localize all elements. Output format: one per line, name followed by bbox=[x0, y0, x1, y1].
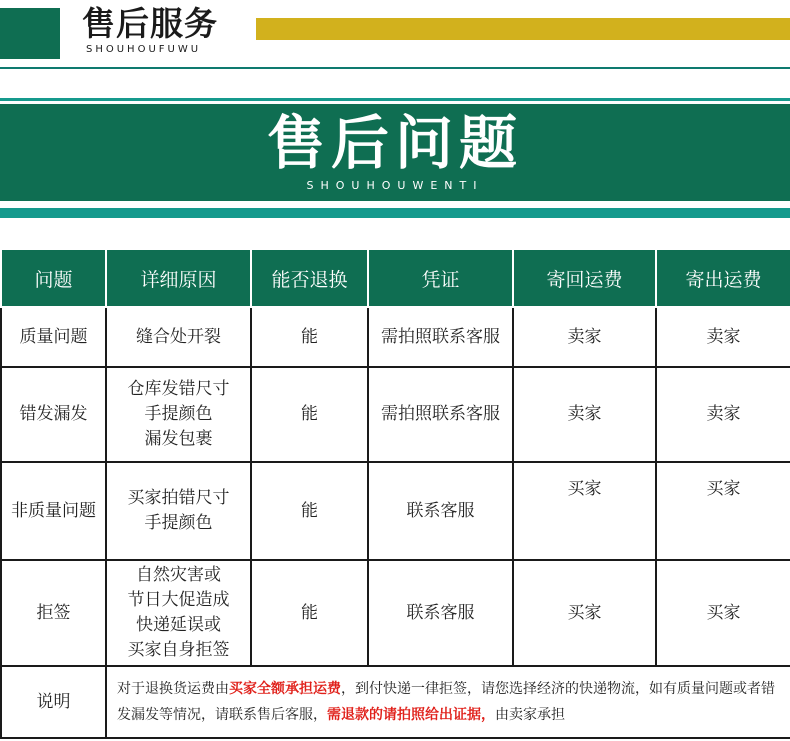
header-cell-reason: 详细原因 bbox=[106, 249, 251, 307]
return-shipping-cell: 买家 bbox=[513, 462, 656, 560]
reason-line: 节日大促造成 bbox=[127, 590, 230, 610]
issue-cell: 拒签 bbox=[1, 560, 106, 666]
note-text-1: 对于退换货运费由 bbox=[117, 681, 229, 697]
table-row bbox=[1, 462, 790, 560]
note-label: 说明 bbox=[1, 666, 106, 738]
proof-cell: 需拍照联系客服 bbox=[368, 367, 513, 462]
issue-cell: 质量问题 bbox=[1, 307, 106, 367]
reason-cell bbox=[106, 560, 251, 666]
header-subtitle: SHOUHOUFUWU bbox=[86, 44, 202, 55]
reason-line: 快递延误或 bbox=[136, 615, 221, 635]
issue-cell: 非质量问题 bbox=[1, 462, 106, 560]
table-header-row bbox=[1, 249, 790, 307]
returnable-cell: 能 bbox=[251, 307, 368, 367]
reason-line: 缝合处开裂 bbox=[136, 326, 221, 347]
note-highlight-buyer-pays: 买家全额承担运费 bbox=[229, 681, 341, 697]
note-text-3: 由卖家承担 bbox=[495, 707, 565, 723]
header-cell-return-shipping: 寄回运费 bbox=[513, 249, 656, 307]
return-shipping-cell: 买家 bbox=[513, 560, 656, 666]
reason-line: 手提颜色 bbox=[144, 404, 213, 424]
reason-line: 自然灾害或 bbox=[136, 565, 221, 585]
table-row bbox=[1, 560, 790, 666]
return-shipping-cell: 卖家 bbox=[513, 367, 656, 462]
after-sales-table bbox=[0, 248, 790, 739]
header-logo-block bbox=[0, 8, 60, 59]
send-shipping-cell: 卖家 bbox=[656, 367, 790, 462]
reason-cell bbox=[106, 462, 251, 560]
header-cell-issue: 问题 bbox=[1, 249, 106, 307]
note-text bbox=[106, 666, 790, 738]
header-divider bbox=[0, 67, 790, 69]
reason-line: 手提颜色 bbox=[144, 513, 213, 533]
table-row bbox=[1, 367, 790, 462]
table-row bbox=[1, 307, 790, 367]
banner-subtitle: SHOUHOUWENTI bbox=[306, 179, 484, 192]
returnable-cell: 能 bbox=[251, 462, 368, 560]
banner-title: 售后问题 bbox=[266, 109, 523, 177]
header-cell-proof: 凭证 bbox=[368, 249, 513, 307]
reason-cell bbox=[106, 367, 251, 462]
return-shipping-cell: 卖家 bbox=[513, 307, 656, 367]
proof-cell: 需拍照联系客服 bbox=[368, 307, 513, 367]
returnable-cell: 能 bbox=[251, 560, 368, 666]
header-title: 售后服务 bbox=[82, 4, 218, 43]
table-note-row bbox=[1, 666, 790, 738]
send-shipping-cell: 卖家 bbox=[656, 307, 790, 367]
issue-cell: 错发漏发 bbox=[1, 367, 106, 462]
proof-cell: 联系客服 bbox=[368, 560, 513, 666]
reason-line: 漏发包裹 bbox=[144, 429, 213, 449]
header-cell-returnable: 能否退换 bbox=[251, 249, 368, 307]
reason-line: 仓库发错尺寸 bbox=[127, 379, 230, 399]
header-accent-bar bbox=[256, 18, 790, 40]
send-shipping-cell: 买家 bbox=[656, 462, 790, 560]
header-cell-send-shipping: 寄出运费 bbox=[656, 249, 790, 307]
reason-cell bbox=[106, 307, 251, 367]
note-highlight-refund-evidence: 需退款的请拍照给出证据， bbox=[327, 707, 495, 723]
returnable-cell: 能 bbox=[251, 367, 368, 462]
banner-top-stripe bbox=[0, 98, 790, 101]
reason-line: 买家自身拒签 bbox=[127, 640, 230, 660]
send-shipping-cell: 买家 bbox=[656, 560, 790, 666]
proof-cell: 联系客服 bbox=[368, 462, 513, 560]
banner-bottom-stripe bbox=[0, 208, 790, 218]
reason-line: 买家拍错尺寸 bbox=[127, 488, 230, 508]
note-text-2: ，到付快递一律拒签，请您选择经济的快递物流，如有质量问题或者错发漏发等情况，请联系售后客服， bbox=[117, 681, 775, 723]
